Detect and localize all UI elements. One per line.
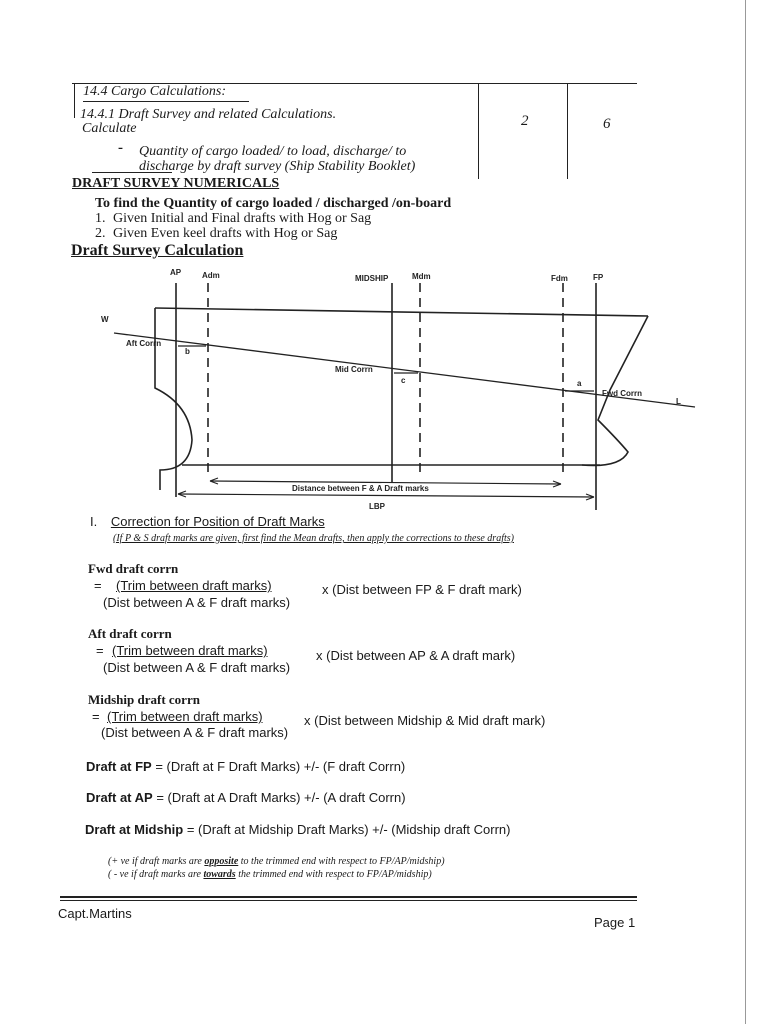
section-heading-draft-survey: 14.4.1 Draft Survey and related Calculations. bbox=[80, 107, 337, 122]
scan-page-edge bbox=[745, 0, 746, 1024]
draft-formula: = (Draft at A Draft Marks) +/- (A draft Corrn) bbox=[152, 790, 406, 805]
note-text: the trimmed end with respect to FP/AP/midship) bbox=[235, 869, 432, 880]
formula-title: Aft draft corrn bbox=[88, 626, 172, 641]
correction-note: (If P & S draft marks are given, first find the Mean drafts, then apply the corrections to these drafts) bbox=[113, 533, 514, 544]
label-b: b bbox=[185, 347, 190, 356]
note-keyword: towards bbox=[203, 869, 236, 880]
bullet-text-line2: discharge by draft survey (Ship Stability Booklet) bbox=[139, 159, 416, 174]
section-subtitle: To find the Quantity of cargo loaded / discharged /on-board bbox=[95, 196, 452, 211]
label-fwd-corrn: Fwd Corrn bbox=[602, 389, 642, 398]
draft-midship-line bbox=[85, 822, 510, 837]
formula-denominator: (Dist between A & F draft marks) bbox=[103, 595, 291, 610]
list-item-text: Given Initial and Final drafts with Hog or Sag bbox=[113, 211, 372, 226]
draft-label: Draft at AP bbox=[86, 790, 153, 805]
draft-ap-line bbox=[86, 790, 406, 805]
label-aft-corrn: Aft Corrn bbox=[126, 339, 162, 348]
note-keyword: opposite bbox=[204, 856, 239, 867]
draft-label: Draft at FP bbox=[86, 759, 152, 774]
label-midship: MIDSHIP bbox=[355, 274, 389, 283]
correction-title: Correction for Position of Draft Marks bbox=[110, 514, 325, 529]
formula-eq: = bbox=[96, 643, 104, 658]
formula-multiplier: x (Dist between AP & A draft mark) bbox=[316, 648, 516, 663]
label-c: c bbox=[401, 376, 406, 385]
list-item-text: Given Even keel drafts with Hog or Sag bbox=[113, 226, 338, 241]
draft-label: Draft at Midship bbox=[85, 822, 184, 837]
label-l: L bbox=[676, 397, 681, 406]
formula-title: Fwd draft corrn bbox=[88, 561, 179, 576]
label-fp: FP bbox=[593, 273, 604, 282]
label-a: a bbox=[577, 379, 582, 388]
draft-formula: = (Draft at F Draft Marks) +/- (F draft Corrn) bbox=[151, 759, 406, 774]
note-positive bbox=[108, 856, 445, 867]
correction-number: I. bbox=[90, 514, 98, 529]
formula-multiplier: x (Dist between FP & F draft mark) bbox=[322, 582, 522, 597]
formula-denominator: (Dist between A & F draft marks) bbox=[103, 660, 291, 675]
footer-author: Capt.Martins bbox=[58, 906, 132, 921]
calculate-label: Calculate bbox=[82, 121, 137, 136]
calc-title: Draft Survey Calculation bbox=[71, 242, 244, 259]
label-mid-corrn: Mid Corrn bbox=[335, 365, 373, 374]
label-mdm: Mdm bbox=[412, 272, 431, 281]
section-title: DRAFT SURVEY NUMERICALS bbox=[72, 176, 280, 191]
list-item-number: 1. bbox=[95, 211, 106, 226]
correction-heading bbox=[90, 514, 325, 529]
label-adm: Adm bbox=[202, 271, 220, 280]
note-negative bbox=[108, 869, 432, 880]
formula-numerator: (Trim between draft marks) bbox=[112, 643, 268, 658]
draft-formula: = (Draft at Midship Draft Marks) +/- (Midship draft Corrn) bbox=[183, 822, 511, 837]
table-cell-2: 2 bbox=[521, 113, 529, 129]
table-cell-6: 6 bbox=[603, 116, 611, 132]
label-distance: Distance between F & A Draft marks bbox=[292, 484, 429, 493]
label-lbp: LBP bbox=[369, 502, 385, 511]
formula-numerator: (Trim between draft marks) bbox=[116, 578, 272, 593]
list-item-number: 2. bbox=[95, 226, 106, 241]
note-text: ( - ve if draft marks are bbox=[108, 869, 204, 880]
note-text: (+ ve if draft marks are bbox=[108, 856, 205, 867]
formula-eq: = bbox=[92, 709, 100, 724]
draft-fp-line bbox=[86, 759, 405, 774]
formula-multiplier: x (Dist between Midship & Mid draft mark) bbox=[304, 713, 546, 728]
formula-numerator: (Trim between draft marks) bbox=[107, 709, 263, 724]
bullet-text-line1: Quantity of cargo loaded/ to load, discharge/ to bbox=[139, 144, 407, 159]
footer-page-number: Page 1 bbox=[594, 915, 636, 930]
formula-eq: = bbox=[94, 578, 102, 593]
section-heading-cargo: 14.4 Cargo Calculations: bbox=[83, 84, 226, 99]
formula-title: Midship draft corrn bbox=[88, 692, 200, 707]
footer-rule bbox=[60, 896, 637, 898]
formula-denominator: (Dist between A & F draft marks) bbox=[101, 725, 289, 740]
label-w: W bbox=[101, 315, 109, 324]
bullet-dash: - bbox=[118, 140, 123, 156]
label-fdm: Fdm bbox=[551, 274, 568, 283]
label-ap: AP bbox=[170, 268, 182, 277]
note-text: to the trimmed end with respect to FP/AP/midship) bbox=[238, 856, 445, 867]
